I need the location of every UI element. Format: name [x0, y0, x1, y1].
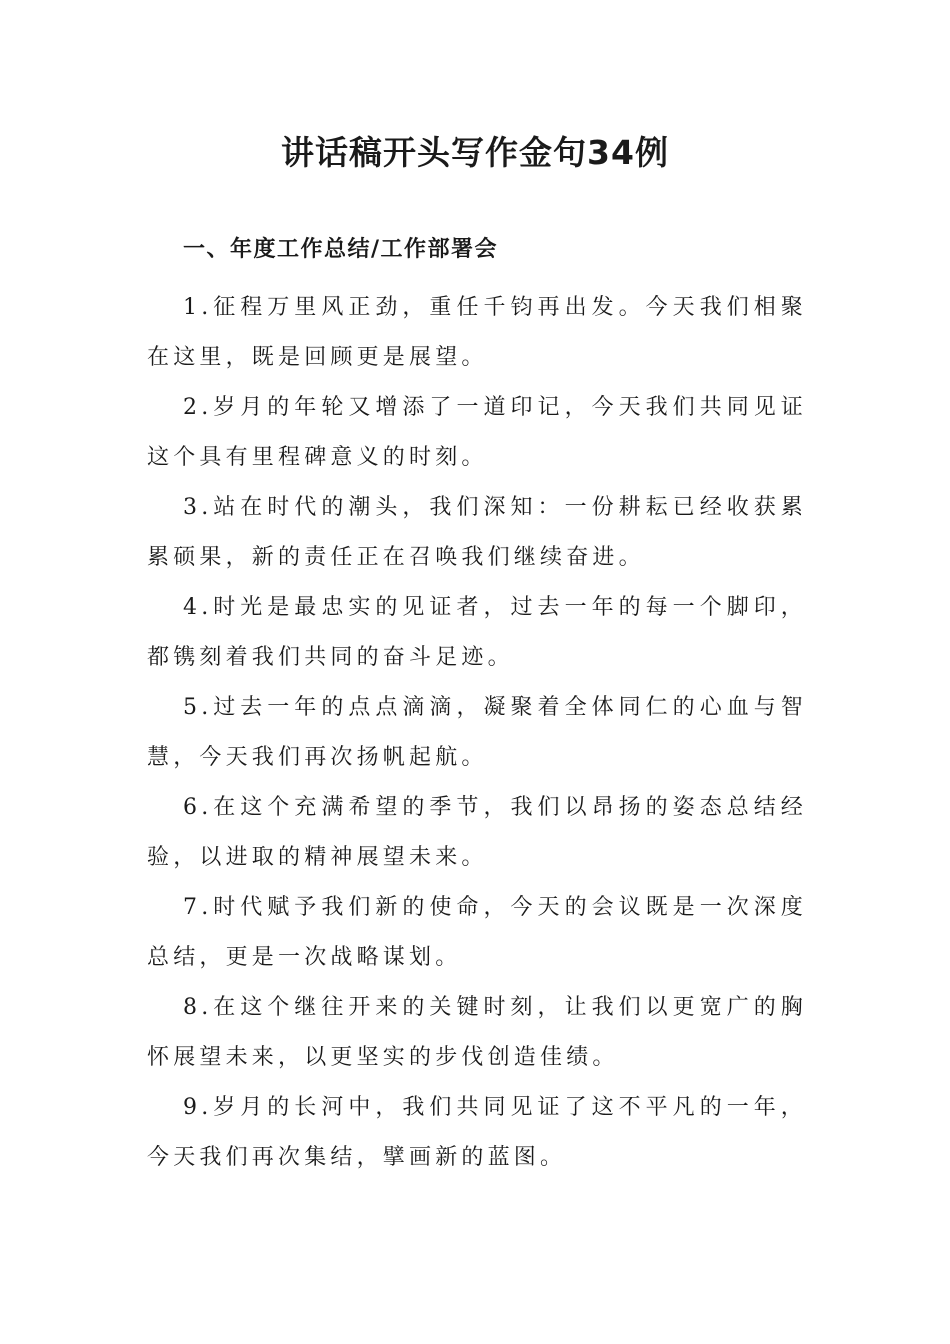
section-heading: 一、年度工作总结/工作部署会	[183, 237, 499, 262]
list-item: 7.时代赋予我们新的使命，今天的会议既是一次深度总结，更是一次战略谋划。	[147, 895, 807, 970]
list-item: 9.岁月的长河中，我们共同见证了这不平凡的一年，今天我们再次集结，擘画新的蓝图。	[147, 1095, 807, 1170]
list-item: 5.过去一年的点点滴滴，凝聚着全体同仁的心血与智慧，今天我们再次扬帆起航。	[147, 695, 807, 770]
list-item: 2.岁月的年轮又增添了一道印记，今天我们共同见证这个具有里程碑意义的时刻。	[147, 395, 807, 470]
item-list	[147, 283, 807, 1183]
list-item: 3.站在时代的潮头，我们深知：一份耕耘已经收获累累硕果，新的责任正在召唤我们继续奋进。	[147, 495, 807, 570]
list-item: 4.时光是最忠实的见证者，过去一年的每一个脚印，都镌刻着我们共同的奋斗足迹。	[147, 595, 807, 670]
list-item: 6.在这个充满希望的季节，我们以昂扬的姿态总结经验，以进取的精神展望未来。	[147, 795, 807, 870]
list-item: 1.征程万里风正劲，重任千钧再出发。今天我们相聚在这里，既是回顾更是展望。	[147, 295, 807, 370]
list-item: 8.在这个继往开来的关键时刻，让我们以更宽广的胸怀展望未来，以更坚实的步伐创造佳绩。	[147, 995, 807, 1070]
document-title: 讲话稿开头写作金句34例	[281, 133, 669, 172]
